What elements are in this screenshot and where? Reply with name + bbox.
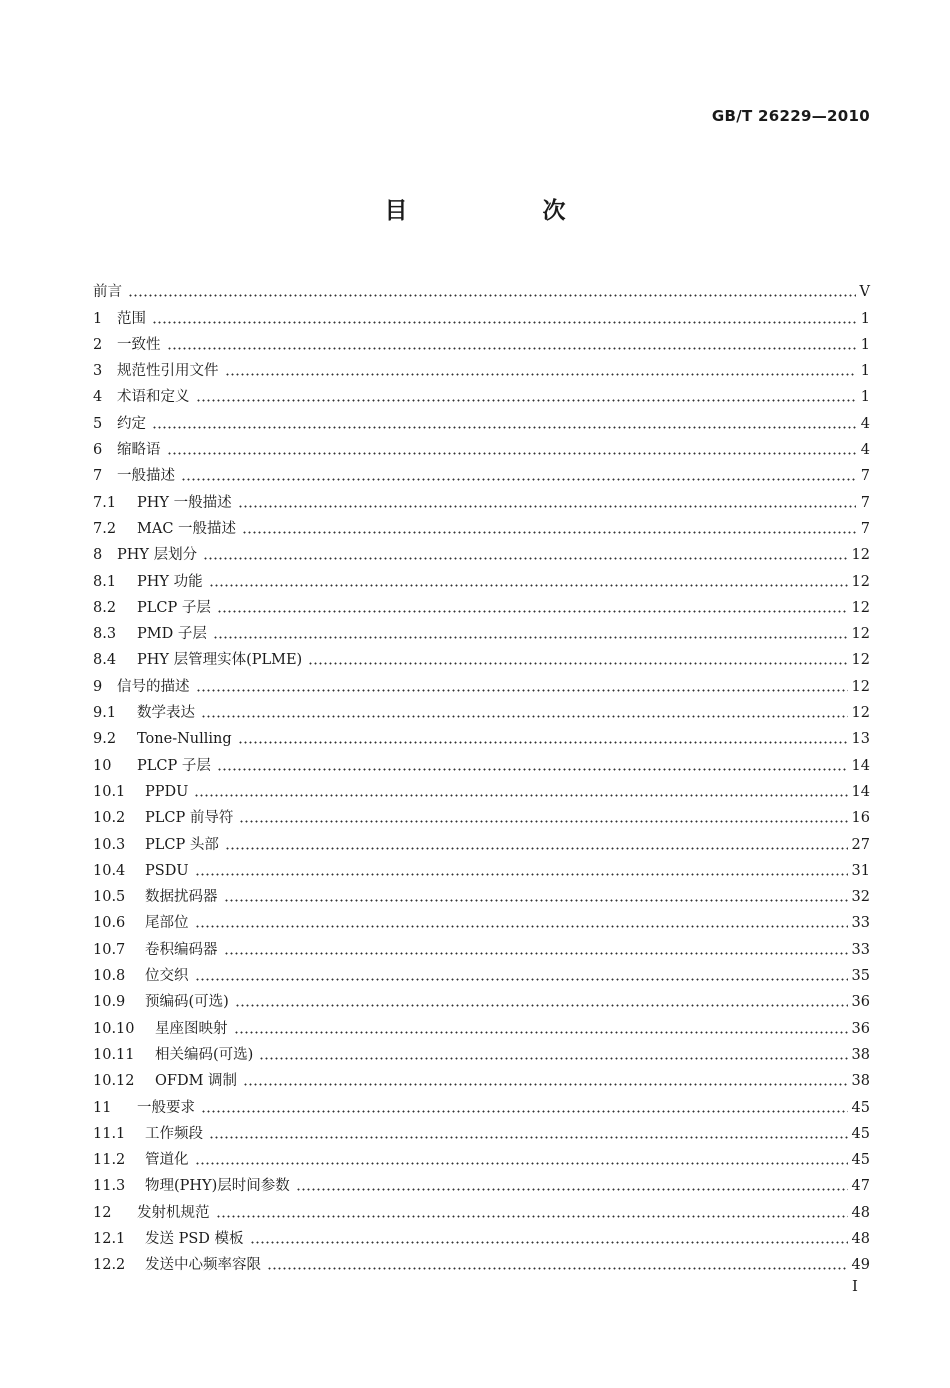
toc-entry-page: 32 — [851, 889, 870, 906]
toc-entry-number: 10.10 — [93, 1020, 135, 1037]
toc-entry-number: 3 — [93, 363, 103, 380]
dot-leader — [194, 794, 847, 797]
toc-entry-title: 规范性引用文件 — [117, 363, 219, 380]
dot-leader — [196, 689, 848, 692]
dot-leader — [213, 636, 848, 639]
toc-entry-title: 相关编码(可选) — [155, 1046, 254, 1063]
toc-entry-page: 45 — [851, 1099, 870, 1116]
toc-entry — [93, 564, 870, 590]
dot-leader — [128, 294, 856, 297]
toc-entry-page: 7 — [860, 520, 870, 537]
toc-entry-number: 8.2 — [93, 599, 117, 616]
toc-entry-number: 4 — [93, 389, 103, 406]
toc-entry-title: 物理(PHY)层时间参数 — [145, 1178, 290, 1195]
dot-leader — [224, 952, 848, 955]
toc-entry — [93, 617, 870, 643]
toc-entry — [93, 354, 870, 380]
toc-entry-title: Tone-Nulling — [137, 731, 232, 748]
dot-leader — [203, 557, 847, 560]
toc-entry-number: 10.5 — [93, 889, 126, 906]
dot-leader — [296, 1188, 848, 1191]
toc-entry — [93, 512, 870, 538]
toc-entry-page: 45 — [851, 1152, 870, 1169]
toc-entry — [93, 801, 870, 827]
toc-entry-number: 9.2 — [93, 731, 117, 748]
toc-entry — [93, 1090, 870, 1116]
dot-leader — [243, 1083, 848, 1086]
toc-entry-number: 10.3 — [93, 836, 126, 853]
toc-entry — [93, 433, 870, 459]
dot-leader — [267, 1267, 848, 1270]
toc-entry-title: PPDU — [145, 783, 189, 800]
toc-entry-number: 10.2 — [93, 810, 126, 827]
toc-entry-number: 12.2 — [93, 1257, 126, 1274]
toc-entry — [93, 669, 870, 695]
toc-entry-title: 管道化 — [145, 1152, 189, 1169]
toc-entry — [93, 906, 870, 932]
dot-leader — [167, 347, 857, 350]
toc-entry-number: 11.1 — [93, 1125, 126, 1142]
toc-entry-page: 31 — [851, 862, 870, 879]
dot-leader — [152, 426, 856, 429]
toc-entry-title: 范围 — [117, 310, 146, 327]
dot-leader — [167, 452, 857, 455]
toc-entry-title: 尾部位 — [145, 915, 189, 932]
toc-entry-number: 9 — [93, 678, 103, 695]
dot-leader — [225, 847, 848, 850]
toc-entry-title: 一致性 — [117, 336, 161, 353]
toc-entry-number: 7.1 — [93, 494, 117, 511]
toc-entry-title: 位交织 — [145, 968, 189, 985]
toc-entry-number: 11 — [93, 1099, 112, 1116]
dot-leader — [195, 978, 848, 981]
toc-entry-title: 数据扰码器 — [145, 889, 218, 906]
toc-entry-number: 7.2 — [93, 520, 117, 537]
toc-entry-title: PHY 功能 — [137, 573, 203, 590]
dot-leader — [238, 505, 856, 508]
toc-entry-page: 35 — [851, 968, 870, 985]
toc-entry-number: 10.1 — [93, 783, 126, 800]
toc-entry-title: 卷积编码器 — [145, 941, 218, 958]
toc-entry-page: 1 — [860, 363, 870, 380]
toc-entry-page: 1 — [860, 389, 870, 406]
toc-entry — [93, 1011, 870, 1037]
toc-entry-page: 12 — [851, 705, 870, 722]
dot-leader — [201, 1110, 848, 1113]
toc-entry-title: 发送 PSD 模板 — [145, 1230, 244, 1247]
toc-entry — [93, 538, 870, 564]
toc-entry-title: 术语和定义 — [117, 389, 190, 406]
page-number: I — [852, 1277, 858, 1295]
toc-entry-title: 发射机规范 — [137, 1204, 210, 1221]
page-title: 目 次 — [384, 198, 622, 224]
toc-entry-page: 36 — [851, 1020, 870, 1037]
toc-entry-number: 11.2 — [93, 1152, 126, 1169]
dot-leader — [195, 1162, 848, 1165]
toc-entry — [93, 1038, 870, 1064]
toc-entry-number: 7 — [93, 468, 103, 485]
toc-entry-title: 一般描述 — [117, 468, 175, 485]
standard-code: GB/T 26229—2010 — [711, 107, 870, 125]
toc-entry-number: 5 — [93, 415, 103, 432]
toc-entry — [93, 722, 870, 748]
toc-entry-page: 47 — [851, 1178, 870, 1195]
toc-entry-page: 12 — [851, 573, 870, 590]
toc-entry-title: 数学表达 — [137, 705, 195, 722]
toc-entry-page: 27 — [851, 836, 870, 853]
toc-entry-page: 48 — [851, 1204, 870, 1221]
toc-entry-title: 一般要求 — [137, 1099, 195, 1116]
toc-entry-page: 12 — [851, 652, 870, 669]
dot-leader — [201, 715, 848, 718]
dot-leader — [234, 1031, 848, 1034]
dot-leader — [308, 662, 847, 665]
toc-entry-page: 36 — [851, 994, 870, 1011]
toc-entry-number: 6 — [93, 442, 103, 459]
toc-entry-number: 1 — [93, 310, 103, 327]
toc-entry-page: 4 — [860, 442, 870, 459]
toc-entry-number: 11.3 — [93, 1178, 126, 1195]
dot-leader — [217, 768, 848, 771]
dot-leader — [235, 1004, 848, 1007]
dot-leader — [238, 741, 848, 744]
toc-entry-title: 发送中心频率容限 — [145, 1257, 261, 1274]
toc-entry — [93, 1248, 870, 1274]
toc-entry-title: PLCP 前导符 — [145, 810, 234, 827]
toc-entry-title: PHY 一般描述 — [137, 494, 232, 511]
dot-leader — [259, 1057, 847, 1060]
toc-entry — [93, 827, 870, 853]
toc-entry — [93, 854, 870, 880]
toc-entry-title: PMD 子层 — [137, 626, 207, 643]
toc-entry — [93, 1169, 870, 1195]
toc-entry — [93, 985, 870, 1011]
toc-entry-number: 10.8 — [93, 968, 126, 985]
toc-entry-page: 1 — [860, 336, 870, 353]
toc-entry-page: 7 — [860, 494, 870, 511]
toc-entry — [93, 1064, 870, 1090]
toc-entry — [93, 328, 870, 354]
toc-entry-page: 38 — [851, 1046, 870, 1063]
dot-leader — [152, 321, 856, 324]
toc-entry-title: PLCP 头部 — [145, 836, 219, 853]
toc-entry-number: 8.3 — [93, 626, 117, 643]
toc-entry-page: 12 — [851, 678, 870, 695]
toc-entry-number: 10.7 — [93, 941, 126, 958]
toc-entry-title: PLCP 子层 — [137, 599, 211, 616]
toc-entry-title: OFDM 调制 — [155, 1073, 238, 1090]
toc-entry-page: 33 — [851, 915, 870, 932]
toc-entry-number: 8.1 — [93, 573, 117, 590]
toc-entry-page: 49 — [851, 1257, 870, 1274]
dot-leader — [239, 820, 847, 823]
toc-entry-page: 12 — [851, 547, 870, 564]
toc-entry-page: 38 — [851, 1073, 870, 1090]
toc-entry — [93, 1117, 870, 1143]
toc-entry-number: 10.4 — [93, 862, 126, 879]
toc-entry-title: PHY 层管理实体(PLME) — [137, 652, 303, 669]
toc-entry-number: 10.12 — [93, 1073, 135, 1090]
dot-leader — [181, 478, 856, 481]
toc-entry-page: 12 — [851, 626, 870, 643]
toc-entry-page: 1 — [860, 310, 870, 327]
toc-entry — [93, 459, 870, 485]
toc-entry — [93, 406, 870, 432]
toc-entry — [93, 275, 870, 301]
toc-entry — [93, 485, 870, 511]
toc-entry-title: 星座图映射 — [155, 1020, 228, 1037]
toc-entry-number: 10 — [93, 757, 112, 774]
toc-entry — [93, 643, 870, 669]
toc-entry-title: PHY 层划分 — [117, 547, 198, 564]
toc-entry — [93, 1222, 870, 1248]
dot-leader — [195, 873, 848, 876]
toc-entry — [93, 301, 870, 327]
toc-entry-title: 前言 — [93, 284, 122, 301]
dot-leader — [217, 610, 848, 613]
toc-entry-page: 45 — [851, 1125, 870, 1142]
toc-entry — [93, 1143, 870, 1169]
toc-entry-number: 12.1 — [93, 1230, 126, 1247]
toc-entry-number: 2 — [93, 336, 103, 353]
toc-entry-title: 工作频段 — [145, 1125, 203, 1142]
toc-entry-title: MAC 一般描述 — [137, 520, 237, 537]
dot-leader — [242, 531, 856, 534]
dot-leader — [195, 925, 848, 928]
toc-entry-page: 13 — [851, 731, 870, 748]
toc-entry — [93, 748, 870, 774]
dot-leader — [209, 1136, 848, 1139]
toc-entry-title: 预编码(可选) — [145, 994, 229, 1011]
toc-entry-number: 9.1 — [93, 705, 117, 722]
toc-entry — [93, 696, 870, 722]
toc-entry-page: 12 — [851, 599, 870, 616]
toc-entry — [93, 591, 870, 617]
dot-leader — [216, 1215, 848, 1218]
toc-entry-number: 12 — [93, 1204, 112, 1221]
toc-entry-title: PSDU — [145, 862, 189, 879]
dot-leader — [209, 584, 848, 587]
dot-leader — [224, 899, 848, 902]
toc-entry — [93, 775, 870, 801]
toc-entry-page: 33 — [851, 941, 870, 958]
toc-entry-title: 缩略语 — [117, 442, 161, 459]
toc-entry-title: 约定 — [117, 415, 146, 432]
toc-entry-number: 8 — [93, 547, 103, 564]
toc-entry — [93, 880, 870, 906]
toc-entry-title: 信号的描述 — [117, 678, 190, 695]
toc-entry-page: 48 — [851, 1230, 870, 1247]
table-of-contents — [93, 275, 870, 1274]
toc-entry — [93, 932, 870, 958]
toc-entry-number: 10.6 — [93, 915, 126, 932]
toc-entry-page: 7 — [860, 468, 870, 485]
toc-entry-page: 4 — [860, 415, 870, 432]
toc-entry-title: PLCP 子层 — [137, 757, 211, 774]
toc-entry — [93, 1195, 870, 1221]
toc-entry-number: 8.4 — [93, 652, 117, 669]
dot-leader — [196, 399, 857, 402]
toc-entry-number: 10.11 — [93, 1046, 135, 1063]
toc-entry-page: V — [859, 284, 870, 301]
toc-entry-number: 10.9 — [93, 994, 126, 1011]
dot-leader — [250, 1241, 848, 1244]
toc-entry — [93, 380, 870, 406]
toc-entry-page: 16 — [851, 810, 870, 827]
toc-entry — [93, 959, 870, 985]
toc-entry-page: 14 — [851, 757, 870, 774]
dot-leader — [225, 373, 857, 376]
toc-entry-page: 14 — [851, 783, 870, 800]
